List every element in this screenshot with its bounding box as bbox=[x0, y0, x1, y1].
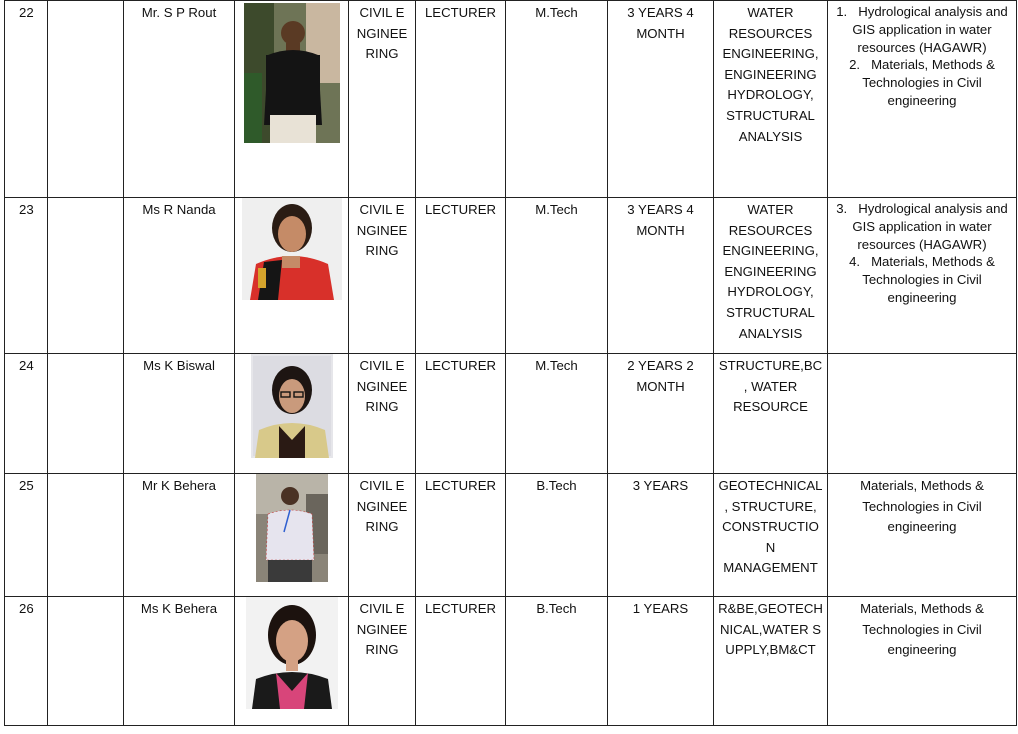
experience: 2 YEARS 2 MONTH bbox=[608, 354, 714, 474]
fdp-item-number: 1. bbox=[836, 4, 848, 19]
specialization: WATER RESOURCES ENGINEERING, ENGINEERING HYDROLOGY, STRUCTURAL ANALYSIS bbox=[714, 198, 828, 354]
experience: 3 YEARS 4 MONTH bbox=[608, 198, 714, 354]
fdp-cell: Materials, Methods & Technologies in Civil engineering bbox=[828, 597, 1017, 726]
serial-number: 22 bbox=[5, 1, 48, 198]
department: CIVIL ENGINEERING bbox=[356, 5, 408, 62]
fdp-list bbox=[832, 3, 1012, 110]
qualification: B.Tech bbox=[506, 597, 608, 726]
designation: LECTURER bbox=[416, 198, 506, 354]
department: CIVIL ENGINEERING bbox=[356, 358, 408, 415]
fdp-item bbox=[832, 3, 1012, 56]
blank-cell bbox=[48, 1, 124, 198]
fdp-cell bbox=[828, 198, 1017, 354]
faculty-photo bbox=[251, 354, 333, 458]
photo-cell bbox=[235, 1, 349, 198]
faculty-name: Ms K Biswal bbox=[124, 354, 235, 474]
designation: LECTURER bbox=[416, 597, 506, 726]
faculty-photo bbox=[242, 198, 342, 300]
department: CIVIL ENGINEERING bbox=[356, 601, 408, 658]
faculty-photo bbox=[246, 597, 338, 709]
fdp-item-text: Hydrological analysis and GIS application in water resources (HAGAWR) bbox=[852, 4, 1008, 55]
qualification: M.Tech bbox=[506, 1, 608, 198]
department: CIVIL ENGINEERING bbox=[356, 478, 408, 535]
designation: LECTURER bbox=[416, 1, 506, 198]
department-cell bbox=[349, 474, 416, 597]
specialization: GEOTECHNICAL, STRUCTURE, CONSTRUCTION MANAGEMENT bbox=[714, 474, 828, 597]
fdp-item-number: 2. bbox=[849, 57, 861, 73]
table-row bbox=[5, 474, 1017, 597]
designation: LECTURER bbox=[416, 354, 506, 474]
faculty-name: Ms R Nanda bbox=[124, 198, 235, 354]
blank-cell bbox=[48, 474, 124, 597]
qualification: M.Tech bbox=[506, 198, 608, 354]
faculty-photo bbox=[244, 3, 340, 143]
fdp-item-text: Hydrological analysis and GIS application in water resources (HAGAWR) bbox=[852, 201, 1008, 252]
table-row bbox=[5, 597, 1017, 726]
photo-cell bbox=[235, 597, 349, 726]
department: CIVIL ENGINEERING bbox=[356, 202, 408, 259]
faculty-name: Ms K Behera bbox=[124, 597, 235, 726]
faculty-photo bbox=[256, 474, 328, 582]
qualification: B.Tech bbox=[506, 474, 608, 597]
experience: 1 YEARS bbox=[608, 597, 714, 726]
specialization: STRUCTURE,BC, WATER RESOURCE bbox=[714, 354, 828, 474]
department-cell bbox=[349, 597, 416, 726]
fdp-item-number: 4. bbox=[849, 254, 861, 270]
fdp-item-text: Materials, Methods & Technologies in Civil engineering bbox=[862, 254, 995, 305]
fdp-cell bbox=[828, 354, 1017, 474]
fdp-item-number: 3. bbox=[836, 201, 848, 216]
department-cell bbox=[349, 198, 416, 354]
blank-cell bbox=[48, 198, 124, 354]
serial-number: 24 bbox=[5, 354, 48, 474]
specialization bbox=[714, 597, 828, 726]
designation: LECTURER bbox=[416, 474, 506, 597]
blank-cell bbox=[48, 354, 124, 474]
photo-cell bbox=[235, 198, 349, 354]
blank-cell bbox=[48, 597, 124, 726]
photo-cell bbox=[235, 474, 349, 597]
table-row bbox=[5, 1, 1017, 198]
fdp-item bbox=[832, 253, 1012, 306]
faculty-name: Mr. S P Rout bbox=[124, 1, 235, 198]
experience: 3 YEARS 4 MONTH bbox=[608, 1, 714, 198]
department-cell bbox=[349, 354, 416, 474]
fdp-list bbox=[832, 200, 1012, 307]
fdp-cell: Materials, Methods & Technologies in Civil engineering bbox=[828, 474, 1017, 597]
experience: 3 YEARS bbox=[608, 474, 714, 597]
fdp-item-text: Materials, Methods & Technologies in Civil engineering bbox=[862, 57, 995, 108]
fdp-item bbox=[832, 200, 1012, 253]
serial-number: 23 bbox=[5, 198, 48, 354]
table-row bbox=[5, 198, 1017, 354]
faculty-table bbox=[4, 0, 1017, 726]
fdp-cell bbox=[828, 1, 1017, 198]
specialization-text: R&BE,GEOTECHNICAL,WATER SUPPLY,BM&CT bbox=[718, 601, 823, 658]
specialization: WATER RESOURCES ENGINEERING, ENGINEERING HYDROLOGY, STRUCTURAL ANALYSIS bbox=[714, 1, 828, 198]
serial-number: 26 bbox=[5, 597, 48, 726]
faculty-name: Mr K Behera bbox=[124, 474, 235, 597]
photo-cell bbox=[235, 354, 349, 474]
fdp-item bbox=[832, 56, 1012, 109]
serial-number: 25 bbox=[5, 474, 48, 597]
table-row bbox=[5, 354, 1017, 474]
qualification: M.Tech bbox=[506, 354, 608, 474]
department-cell bbox=[349, 1, 416, 198]
